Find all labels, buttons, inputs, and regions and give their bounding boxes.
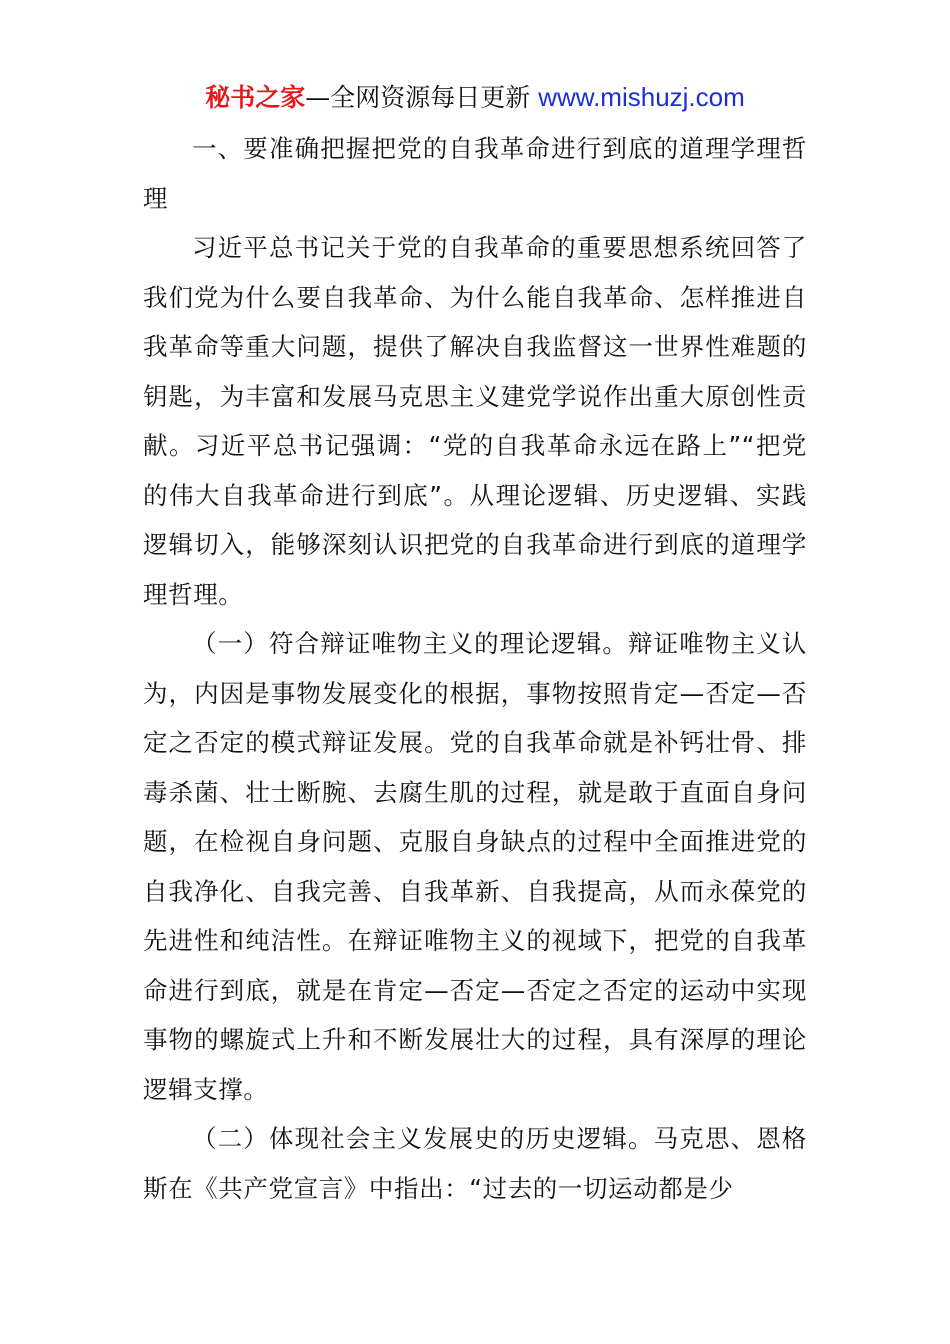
site-header <box>0 80 950 115</box>
paragraph-theory-logic: （一）符合辩证唯物主义的理论逻辑。辩证唯物主义认为，内因是事物发展变化的根据，事物按照肯定—否定—否定之否定的模式辩证发展。党的自我革命就是补钙壮骨、排毒杀菌、壮士断腕、去腐生肌的过程，就是敢于直面自身问题，在检视自身问题、克服自身缺点的过程中全面推进党的自我净化、自我完善、自我革新、自我提高，从而永葆党的先进性和纯洁性。在辩证唯物主义的视域下，把党的自我革命进行到底，就是在肯定—否定—否定之否定的运动中实现事物的螺旋式上升和不断发展壮大的过程，具有深厚的理论逻辑支撑。 <box>143 629 807 1104</box>
paragraph-intro: 习近平总书记关于党的自我革命的重要思想系统回答了我们党为什么要自我革命、为什么能自我革命、怎样推进自我革命等重大问题，提供了解决自我监督这一世界性难题的钥匙，为丰富和发展马克思主义建党学说作出重大原创性贡献。习近平总书记强调：“党的自我革命永远在路上”“把党的伟大自我革命进行到底”。从理论逻辑、历史逻辑、实践逻辑切入，能够深刻认识把党的自我革命进行到底的道理学理哲理。 <box>143 233 807 609</box>
site-tagline: —全网资源每日更新 <box>305 83 531 112</box>
site-url-link[interactable]: www.mishuzj.com <box>538 82 745 112</box>
paragraph-history-logic: （二）体现社会主义发展史的历史逻辑。马克思、恩格斯在《共产党宣言》中指出：“过去的一切运动都是少 <box>143 1124 807 1203</box>
site-brand: 秘书之家 <box>205 83 306 112</box>
section-heading: 一、要准确把握把党的自我革命进行到底的道理学理哲理 <box>143 134 807 213</box>
document-body <box>143 124 807 1213</box>
